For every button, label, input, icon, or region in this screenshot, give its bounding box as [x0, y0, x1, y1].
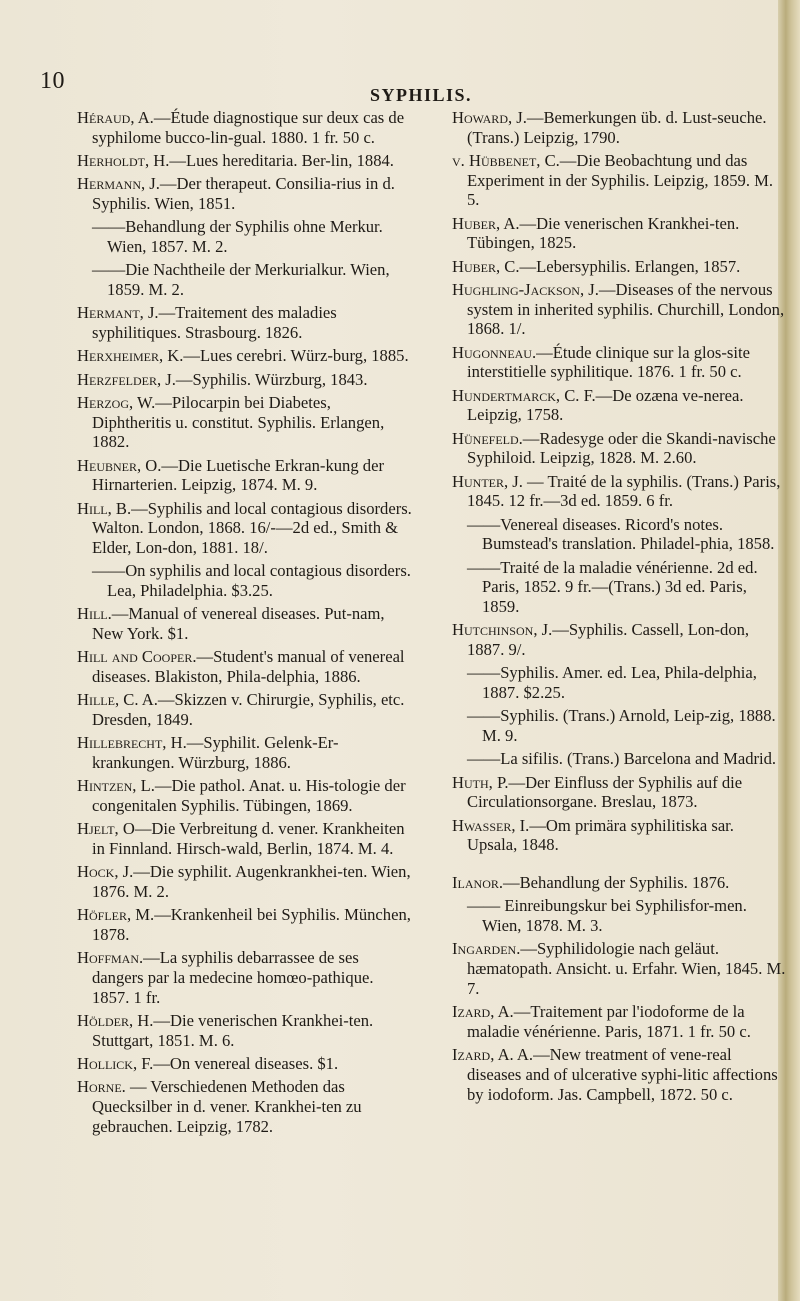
bibliography-entry: Horne. — Verschiedenen Methoden das Quecksilber in d. vener. Krankhei-ten zu gebrauchen. Leipzig, 1782.	[77, 1077, 362, 1136]
bibliography-entry: Hill, B.—Syphilis and local contagious disorders. Walton. London, 1868. 16/-—2d ed., Smith & Elder, Lon-don, 1881. 18/.	[77, 498, 412, 557]
bibliography-entry: ——Die Nachtheile der Merkurialkur. Wien, 1859. M. 2.	[92, 260, 390, 299]
bibliography-entry: Hoffman.—La syphilis debarrassee de ses dangers par la medecine homœo-pathique. 1857. 1 fr.	[77, 948, 374, 1007]
bibliography-entry: Herholdt, H.—Lues hereditaria. Ber-lin, 1884.	[77, 151, 394, 170]
bibliography-entry: Hermann, J.—Der therapeut. Consilia-rius in d. Syphilis. Wien, 1851.	[77, 174, 395, 213]
bibliography-entry: Izard, A.—Traitement par l'iodoforme de la maladie vénérienne. Paris, 1871. 1 fr. 50 c.	[452, 1002, 751, 1041]
page-number: 10	[40, 68, 65, 94]
bibliography-entry: ——Syphilis. Amer. ed. Lea, Phila-delphia, 1887. $2.25.	[467, 663, 757, 703]
bibliography-entry: Hugonneau.—Étude clinique sur la glos-site interstitielle syphilitique. 1876. 1 fr. 50 c.	[452, 342, 750, 382]
bibliography-entry: Hünefeld.—Radesyge oder die Skandi-navische Syphiloid. Leipzig, 1828. M. 2.60.	[452, 428, 776, 468]
bibliography-entry: Izard, A. A.—New treatment of vene-real diseases and of ulcerative syphi-litic affections by iodoform. Jas. Campbell, 1872. 50 c.	[452, 1045, 778, 1104]
bibliography-entry: Hintzen, L.—Die pathol. Anat. u. His-tologie der congenitalen Syphilis. Tübingen, 1869.	[77, 776, 406, 815]
bibliography-entry: Herxheimer, K.—Lues cerebri. Würz-burg, 1885.	[77, 346, 409, 366]
bibliography-entry: Hölder, H.—Die venerischen Krankhei-ten. Stuttgart, 1851. M. 6.	[77, 1011, 374, 1050]
left-column	[77, 108, 413, 1140]
bibliography-entry: Herzog, W.—Pilocarpin bei Diabetes, Diphtheritis u. constitut. Syphilis. Erlangen, 1882.	[77, 392, 385, 452]
bibliography-entry: ——La sifilis. (Trans.) Barcelona and Madrid.	[467, 749, 777, 769]
bibliography-entry: Hill and Cooper.—Student's manual of venereal diseases. Blakiston, Phila-delphia, 1886.	[77, 647, 405, 686]
bibliography-entry: Hwasser, I.—Om primära syphilitiska sar. Upsala, 1848.	[452, 815, 734, 855]
bibliography-entry: Hunter, J. — Traité de la syphilis. (Trans.) Paris, 1845. 12 fr.—3d ed. 1859. 6 fr.	[452, 471, 781, 511]
bibliography-entry: Hollick, F.—On venereal diseases. $1.	[77, 1054, 339, 1073]
running-head: SYPHILIS.	[370, 85, 473, 105]
bibliography-entry: Hjelt, O—Die Verbreitung d. vener. Krankheiten in Finnland. Hirsch-wald, Berlin, 1874. M. 4.	[77, 819, 405, 858]
bibliography-entry: ——Behandlung der Syphilis ohne Merkur. Wien, 1857. M. 2.	[92, 217, 383, 256]
right-column	[452, 108, 788, 1108]
bibliography-entry: Hundertmarck, C. F.—De ozæna ve-nerea. Leipzig, 1758.	[452, 385, 744, 425]
bibliography-entry: ——Syphilis. (Trans.) Arnold, Leip-zig, 1888. M. 9.	[467, 706, 776, 746]
bibliography-entry: —— Einreibungskur bei Syphilisfor-men. Wien, 1878. M. 3.	[467, 896, 747, 936]
bibliography-entry: Heubner, O.—Die Luetische Erkran-kung der Hirnarterien. Leipzig, 1874. M. 9.	[77, 455, 384, 495]
bibliography-entry: Hermant, J.—Traitement des maladies syphilitiques. Strasbourg. 1826.	[77, 303, 337, 342]
bibliography-entry: Huber, C.—Lebersyphilis. Erlangen, 1857.	[452, 256, 741, 276]
bibliography-entry: Hillebrecht, H.—Syphilit. Gelenk-Er-krankungen. Würzburg, 1886.	[77, 733, 339, 772]
bibliography-entry: Hille, C. A.—Skizzen v. Chirurgie, Syphilis, etc. Dresden, 1849.	[77, 690, 405, 729]
bibliography-entry: ——Traité de la maladie vénérienne. 2d ed. Paris, 1852. 9 fr.—(Trans.) 3d ed. Paris, 1859.	[467, 557, 758, 617]
bibliography-entry: Hutchinson, J.—Syphilis. Cassell, Lon-don, 1887. 9/.	[452, 620, 750, 660]
bibliography-entry: Ingarden.—Syphilidologie nach geläut. hæmatopath. Ansicht. u. Erfahr. Wien, 1845. M. 7.	[452, 939, 786, 998]
bibliography-entry: Höfler, M.—Krankenheil bei Syphilis. München, 1878.	[77, 905, 411, 944]
bibliography-entry: Herzfelder, J.—Syphilis. Würzburg, 1843.	[77, 369, 368, 389]
bibliography-entry: Héraud, A.—Étude diagnostique sur deux cas de syphilome bucco-lin-gual. 1880. 1 fr. 50 c.	[77, 108, 405, 147]
bibliography-entry: Hock, J.—Die syphilit. Augenkrankhei-ten. Wien, 1876. M. 2.	[77, 862, 411, 901]
bibliography-entry: Hill.—Manual of venereal diseases. Put-nam, New York. $1.	[77, 604, 385, 643]
bibliography-entry: ——Venereal diseases. Ricord's notes. Bumstead's translation. Philadel-phia, 1858.	[467, 514, 775, 554]
bibliography-entry: ——On syphilis and local contagious disorders. Lea, Philadelphia. $3.25.	[92, 561, 411, 600]
bibliography-entry: Huth, P.—Der Einfluss der Syphilis auf die Circulationsorgane. Breslau, 1873.	[452, 772, 743, 812]
bibliography-entry: Huber, A.—Die venerischen Krankhei-ten. Tübingen, 1825.	[452, 213, 740, 253]
bibliography-entry: Ilanor.—Behandlung der Syphilis. 1876.	[452, 873, 730, 893]
bibliography-entry: Hughling-Jackson, J.—Diseases of the nervous system in inherited syphilis. Churchill, London, 1868. 1/.	[452, 280, 785, 339]
bibliography-entry: Howard, J.—Bemerkungen üb. d. Lust-seuche. (Trans.) Leipzig, 1790.	[452, 108, 767, 147]
bibliography-entry: v. Hübbenet, C.—Die Beobachtung und das Experiment in der Syphilis. Leipzig, 1859. M. 5.	[452, 151, 774, 210]
